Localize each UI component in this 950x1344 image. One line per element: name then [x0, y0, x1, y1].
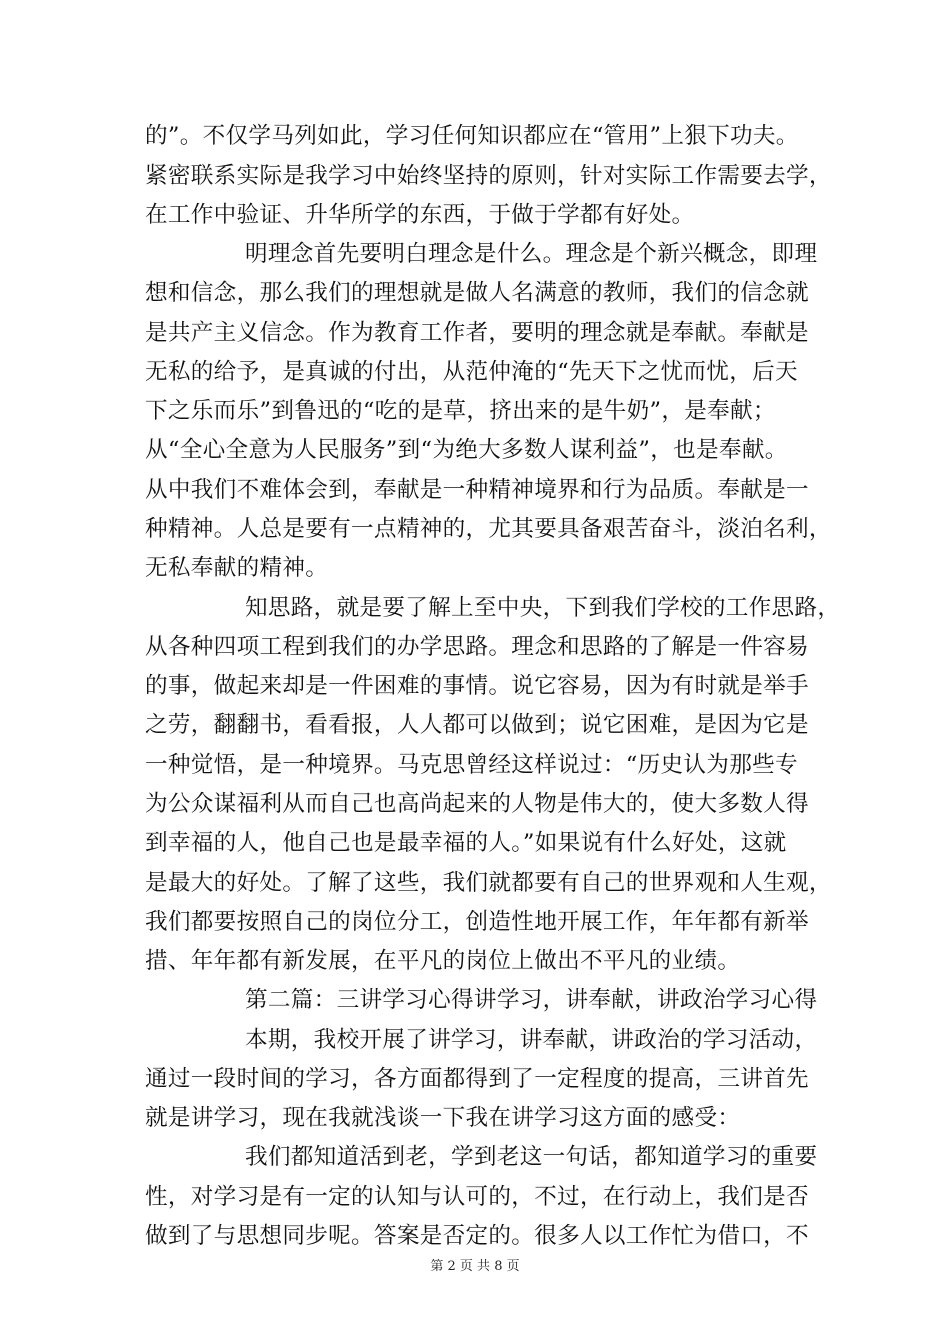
text-line: 之劳，翻翻书，看看报，人人都可以做到；说它困难，是因为它是	[145, 712, 809, 738]
text-line: 紧密联系实际是我学习中始终坚持的原则，针对实际工作需要去学，	[145, 163, 832, 189]
text-line: 从“全心全意为人民服务”到“为绝大多数人谋利益”，也是奉献。	[145, 437, 788, 463]
text-line: 明理念首先要明白理念是什么。理念是个新兴概念，即理	[245, 241, 818, 267]
text-line: 从各种四项工程到我们的办学思路。理念和思路的了解是一件容易	[145, 634, 809, 660]
text-line: 的”。不仅学马列如此，学习任何知识都应在“管用”上狠下功夫。	[145, 123, 799, 149]
text-line: 我们都知道活到老，学到老这一句话，都知道学习的重要	[245, 1144, 818, 1170]
text-line: 从中我们不难体会到，奉献是一种精神境界和行为品质。奉献是一	[145, 477, 809, 503]
text-line: 通过一段时间的学习，各方面都得到了一定程度的提高，三讲首先	[145, 1066, 809, 1092]
text-line: 做到了与思想同步呢。答案是否定的。很多人以工作忙为借口，不	[145, 1223, 809, 1249]
text-line: 到幸福的人，他自己也是最幸福的人。”如果说有什么好处，这就	[145, 830, 787, 856]
text-line: 我们都要按照自己的岗位分工，创造性地开展工作，年年都有新举	[145, 909, 809, 935]
text-line: 无私奉献的精神。	[145, 555, 329, 581]
text-line: 在工作中验证、升华所学的东西，于做于学都有好处。	[145, 202, 695, 228]
text-line: 知思路，就是要了解上至中央，下到我们学校的工作思路，	[245, 595, 841, 621]
text-line: 是共产主义信念。作为教育工作者，要明的理念就是奉献。奉献是	[145, 320, 809, 346]
text-line: 性，对学习是有一定的认知与认可的，不过，在行动上，我们是否	[145, 1184, 809, 1210]
text-line: 一种觉悟，是一种境界。马克思曾经这样说过：“历史认为那些专	[145, 752, 798, 778]
text-line: 就是讲学习，现在我就浅谈一下我在讲学习这方面的感受：	[145, 1105, 741, 1131]
page-number: 第 2 页 共 8 页	[430, 1259, 520, 1274]
text-line: 为公众谋福利从而自己也高尚起来的人物是伟大的，使大多数人得	[145, 791, 809, 817]
text-line: 下之乐而乐”到鲁迅的“吃的是草，挤出来的是牛奶”，是奉献；	[145, 398, 776, 424]
text-line: 无私的给予，是真诚的付出，从范仲淹的“先天下之忧而忧，后天	[145, 359, 798, 385]
text-line: 是最大的好处。了解了这些，我们就都要有自己的世界观和人生观，	[145, 870, 832, 896]
text-line: 措、年年都有新发展，在平凡的岗位上做出不平凡的业绩。	[145, 948, 741, 974]
text-line: 的事，做起来却是一件困难的事情。说它容易，因为有时就是举手	[145, 673, 809, 699]
section-heading: 第二篇：三讲学习心得讲学习，讲奉献，讲政治学习心得	[245, 987, 818, 1013]
text-line: 本期，我校开展了讲学习，讲奉献，讲政治的学习活动，	[245, 1027, 818, 1053]
text-line: 种精神。人总是要有一点精神的，尤其要具备艰苦奋斗，淡泊名利，	[145, 516, 832, 542]
text-line: 想和信念，那么我们的理想就是做人名满意的教师，我们的信念就	[145, 280, 809, 306]
